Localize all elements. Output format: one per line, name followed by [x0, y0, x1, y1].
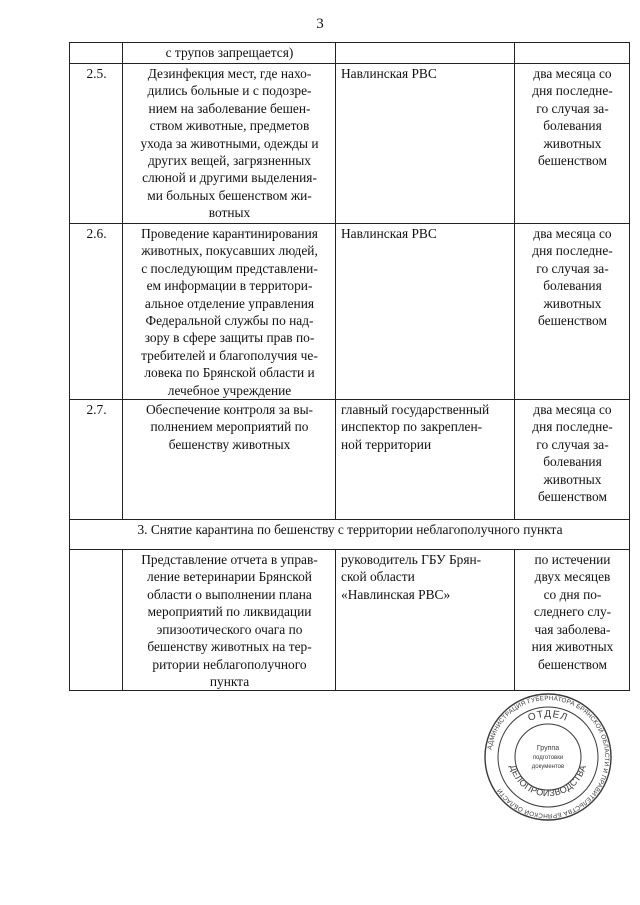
- action-cell-line: с последующим представлени-: [141, 260, 318, 276]
- action-cell-line: нием на заболевание бешен-: [148, 100, 311, 116]
- action-cell-line: ем информации в территори-: [146, 278, 313, 294]
- responsible-cell-line: инспектор по закреплен-: [341, 419, 483, 435]
- measures-table-body: [70, 43, 630, 691]
- action-cell-line: Федеральной службы по над-: [145, 313, 314, 329]
- deadline-cell-line: бешенством: [538, 489, 607, 505]
- deadline-cell: [515, 64, 630, 224]
- deadline-cell-line: болевания: [543, 278, 602, 294]
- responsible-cell-line: ной территории: [341, 436, 432, 452]
- responsible-cell-line: «Навлинская РВС»: [341, 586, 451, 602]
- organization-stamp: [483, 692, 613, 822]
- row-number: 2.5.: [70, 64, 123, 224]
- responsible-cell: [336, 224, 515, 400]
- table-row: [70, 64, 630, 224]
- action-cell-line: альное отделение управления: [144, 295, 315, 311]
- section-3-title: 3. Снятие карантина по бешенству с территории неблагополучного пункта: [70, 520, 630, 550]
- table-row: [70, 550, 630, 691]
- action-cell-line: бешенству животных: [168, 436, 291, 452]
- row-number: [70, 550, 123, 691]
- deadline-cell: [515, 400, 630, 520]
- deadline-cell-line: дня последне-: [532, 83, 613, 99]
- action-cell-line: области о выполнении плана: [147, 586, 312, 602]
- responsible-cell-line: ской области: [341, 569, 415, 585]
- action-cell-line: вотных: [208, 205, 251, 221]
- deadline-cell: [515, 43, 630, 64]
- deadline-cell-line: бешенством: [538, 153, 607, 169]
- action-cell-line: животных, покусавших людей,: [141, 243, 318, 259]
- action-cell: [123, 550, 336, 691]
- deadline-cell-line: два месяца со: [533, 66, 612, 81]
- action-cell-line: ритории неблагополучного: [152, 656, 307, 672]
- table-row: [70, 43, 630, 64]
- deadline-cell: [515, 550, 630, 691]
- deadline-cell-line: животных: [543, 471, 602, 487]
- row-number: 2.6.: [70, 224, 123, 400]
- action-cell-line: ми больных бешенством жи-: [147, 187, 312, 203]
- responsible-cell: [336, 64, 515, 224]
- deadline-cell-line: дня последне-: [532, 419, 613, 435]
- action-cell-line: эпизоотического очага по: [156, 621, 303, 637]
- action-cell-line: ухода за животными, одежды и: [140, 135, 319, 151]
- action-cell-line: ление ветеринарии Брянской: [147, 569, 312, 585]
- deadline-cell-line: бешенством: [538, 656, 607, 672]
- action-cell-line: дились больные и с подозре-: [147, 83, 312, 99]
- stamp-center-line-1: Группа: [536, 745, 560, 752]
- deadline-cell-line: го случая за-: [536, 100, 609, 116]
- deadline-cell-line: два месяца со: [533, 402, 612, 418]
- responsible-cell: [336, 43, 515, 64]
- deadline-cell-line: го случая за-: [536, 436, 609, 452]
- action-cell-line: ловека по Брянской области и: [144, 365, 315, 381]
- deadline-cell-line: со дня по-: [543, 586, 602, 602]
- responsible-cell-line: Навлинская РВС: [341, 226, 437, 241]
- stamp-center-line-3: документов: [531, 764, 565, 770]
- action-cell-line: лечебное учреждение: [167, 382, 292, 398]
- stamp-dept-subtitle: ДЕЛОПРОИЗВОДСТВА: [507, 763, 589, 799]
- row-number: 2.7.: [70, 400, 123, 520]
- measures-table: [69, 42, 630, 691]
- deadline-cell: [515, 224, 630, 400]
- action-cell-line: с трупов запрещается): [165, 45, 294, 60]
- action-cell-line: Дезинфекция мест, где нахо-: [147, 66, 312, 81]
- page-number: 3: [316, 16, 324, 32]
- deadline-cell-line: по истечении: [534, 552, 611, 568]
- deadline-cell-line: животных: [543, 295, 602, 311]
- action-cell-line: ством животные, предметов: [149, 118, 310, 134]
- deadline-cell-line: ния животных: [531, 639, 614, 655]
- table-row: [70, 400, 630, 520]
- action-cell-line: пункта: [209, 673, 250, 689]
- action-cell-line: слюной и другими выделения-: [142, 170, 317, 186]
- action-cell: [123, 64, 336, 224]
- action-cell-line: требителей и благополучия че-: [141, 347, 318, 363]
- section-header-row: [70, 520, 630, 550]
- action-cell-line: бешенству животных на тер-: [147, 639, 312, 655]
- stamp-outer-text: АДМИНИСТРАЦИЯ ГУБЕРНАТОРА БРЯНСКОЙ ОБЛАСТИ И ПРАВИТЕЛЬСТВА БРЯНСКОЙ ОБЛАСТИ: [486, 694, 611, 820]
- deadline-cell-line: два месяца со: [533, 226, 612, 241]
- stamp-dept-title: ОТДЕЛ: [526, 708, 570, 724]
- table-row: [70, 224, 630, 400]
- action-cell-line: Проведение карантинирования: [141, 226, 318, 241]
- action-cell: [123, 224, 336, 400]
- responsible-cell-line: руководитель ГБУ Брян-: [341, 552, 482, 568]
- deadline-cell-line: дня последне-: [532, 243, 613, 259]
- deadline-cell-line: животных: [543, 135, 602, 151]
- responsible-cell: [336, 400, 515, 520]
- action-cell-line: мероприятий по ликвидации: [147, 604, 312, 620]
- deadline-cell-line: двух месяцев: [534, 569, 611, 585]
- deadline-cell-line: го случая за-: [536, 260, 609, 276]
- action-cell-line: других вещей, загрязненных: [147, 153, 312, 169]
- responsible-cell-line: Навлинская РВС: [341, 66, 437, 81]
- stamp-center-line-2: подготовки: [532, 755, 564, 761]
- action-cell: [123, 400, 336, 520]
- deadline-cell-line: чая заболева-: [534, 621, 611, 637]
- row-number: [70, 43, 123, 64]
- action-cell-line: зору в сфере защиты прав по-: [144, 330, 315, 346]
- action-cell-line: Представление отчета в управ-: [141, 552, 318, 568]
- deadline-cell-line: бешенством: [538, 313, 607, 329]
- deadline-cell-line: болевания: [543, 454, 602, 470]
- responsible-cell-line: главный государственный: [341, 402, 490, 418]
- responsible-cell: [336, 550, 515, 691]
- action-cell-line: Обеспечение контроля за вы-: [145, 402, 314, 418]
- deadline-cell-line: болевания: [543, 118, 602, 134]
- action-cell-line: полнением мероприятий по: [150, 419, 309, 435]
- action-cell: [123, 43, 336, 64]
- deadline-cell-line: следнего слу-: [533, 604, 612, 620]
